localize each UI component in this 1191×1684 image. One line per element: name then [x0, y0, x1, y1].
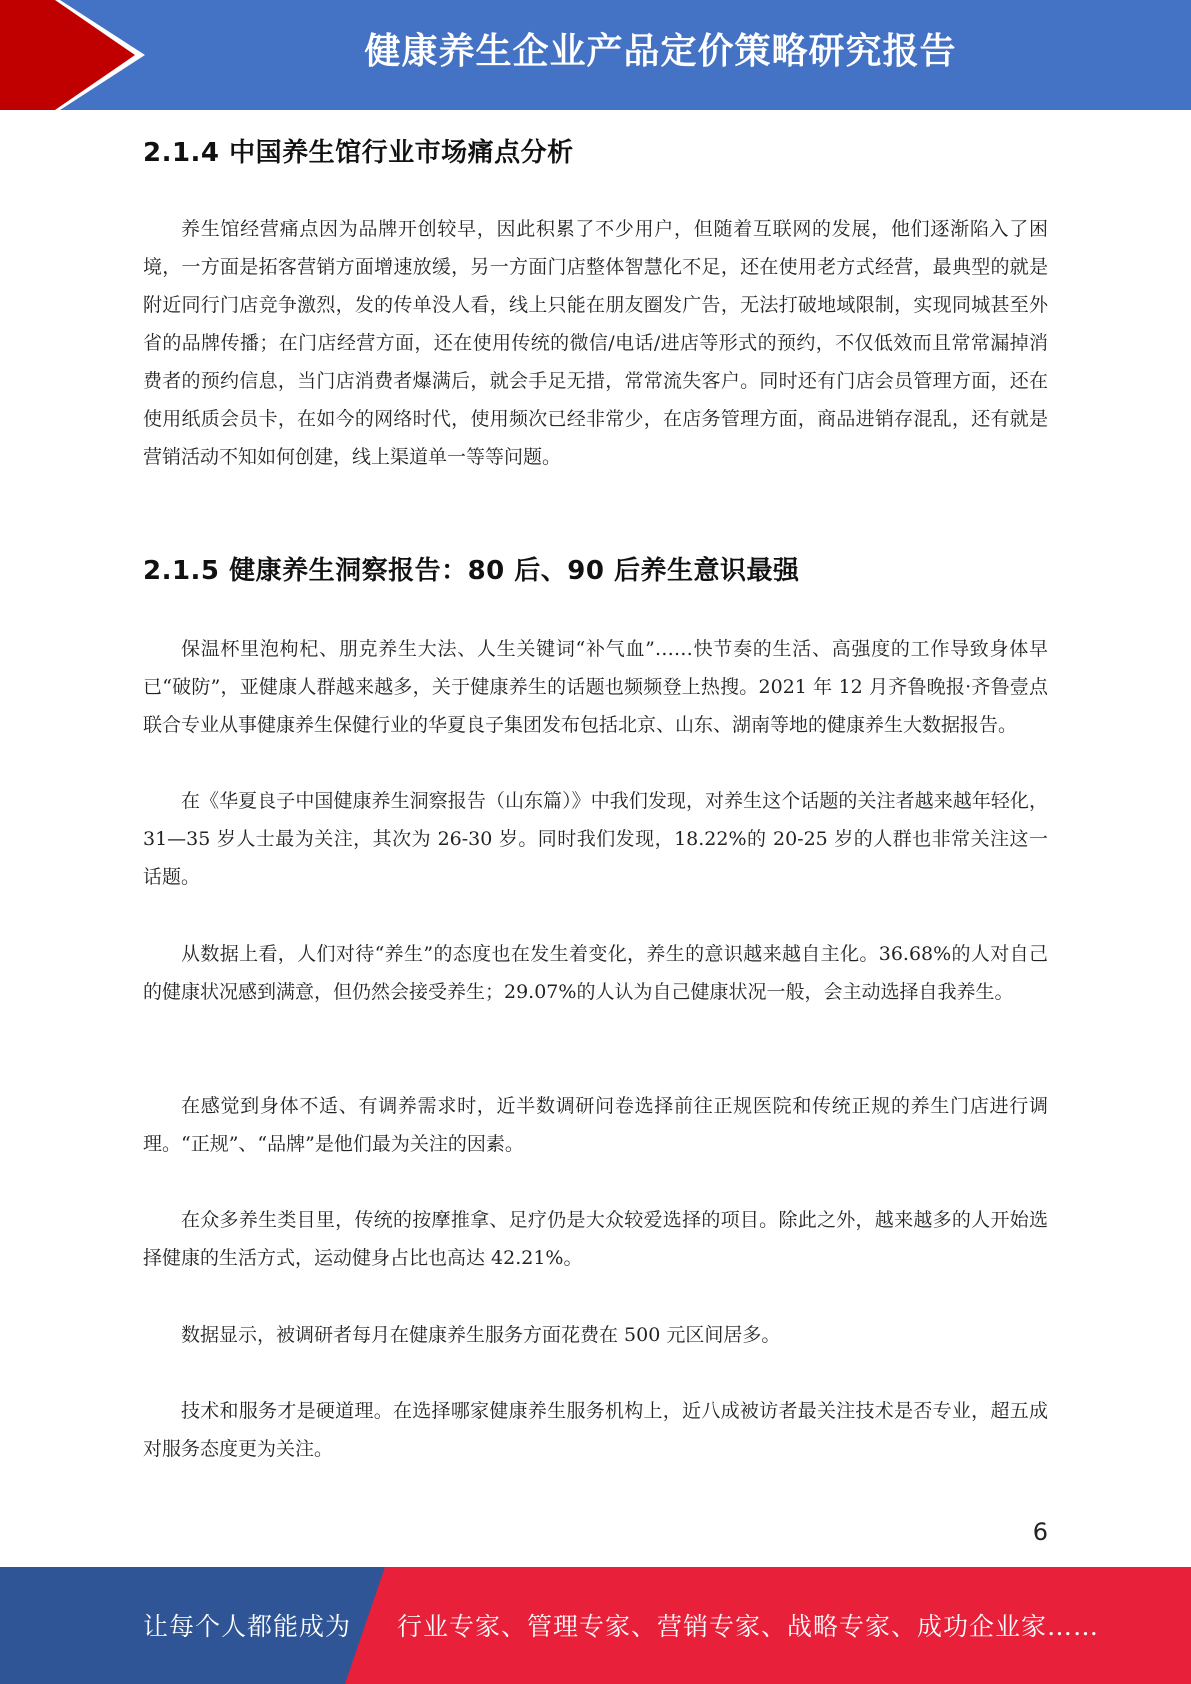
paragraph: 数据显示，被调研者每月在健康养生服务方面花费在 500 元区间居多。 [181, 1324, 781, 1346]
paragraph: 保温杯里泡枸杞、朋克养生大法、人生关键词“补气血”……快节奏的生活、高强度的工作导致身体早已“破防”，亚健康人群越来越多，关于健康养生的话题也频频登上热搜。2021 年 12 月齐鲁晚报·齐鲁壹点联合专业从事健康养生保健行业的华夏良子集团发布包括北京、山东、湖南等地的健康养生大数据报告。 [143, 638, 1048, 736]
section-heading-2-1-4: 2.1.4 中国养生馆行业市场痛点分析 [143, 138, 574, 168]
report-title: 健康养生企业产品定价策略研究报告 [364, 31, 957, 72]
paragraph: 技术和服务才是硬道理。在选择哪家健康养生服务机构上，近八成被访者最关注技术是否专业，超五成对服务态度更为关注。 [143, 1400, 1048, 1460]
paragraph: 在《华夏良子中国健康养生洞察报告（山东篇）》中我们发现，对养生这个话题的关注者越来越年轻化，31—35 岁人士最为关注，其次为 26-30 岁。同时我们发现，18.22%的 20-25 岁的人群也非常关注这一话题。 [143, 790, 1048, 888]
page-header [0, 0, 1191, 110]
footer-slogan-left: 让每个人都能成为 [143, 1612, 352, 1641]
paragraph: 养生馆经营痛点因为品牌开创较早，因此积累了不少用户，但随着互联网的发展，他们逐渐陷入了困境，一方面是拓客营销方面增速放缓，另一方面门店整体智慧化不足，还在使用老方式经营，最典型的就是附近同行门店竞争激烈，发的传单没人看，线上只能在朋友圈发广告，无法打破地域限制，实现同城甚至外省的品牌传播；在门店经营方面，还在使用传统的微信/电话/进店等形式的预约，不仅低效而且常常漏掉消费者的预约信息，当门店消费者爆满后，就会手足无措，常常流失客户。同时还有门店会员管理方面，还在使用纸质会员卡，在如今的网络时代，使用频次已经非常少，在店务管理方面，商品进销存混乱，还有就是营销活动不知如何创建，线上渠道单一等等问题。 [143, 218, 1048, 468]
section-heading-2-1-5: 2.1.5 健康养生洞察报告：80 后、90 后养生意识最强 [143, 556, 800, 586]
page-footer [0, 1567, 1191, 1684]
paragraph: 从数据上看，人们对待“养生”的态度也在发生着变化，养生的意识越来越自主化。36.68%的人对自己的健康状况感到满意，但仍然会接受养生；29.07%的人认为自己健康状况一般，会主动选择自我养生。 [143, 943, 1048, 1003]
paragraph: 在感觉到身体不适、有调养需求时，近半数调研问卷选择前往正规医院和传统正规的养生门店进行调理。“正规”、“品牌”是他们最为关注的因素。 [143, 1095, 1048, 1155]
page-number: 6 [1032, 1518, 1048, 1546]
paragraph: 在众多养生类目里，传统的按摩推拿、足疗仍是大众较爱选择的项目。除此之外，越来越多的人开始选择健康的生活方式，运动健身占比也高达 42.21%。 [143, 1209, 1048, 1269]
footer-slogan-right: 行业专家、管理专家、营销专家、战略专家、成功企业家…… [397, 1612, 1100, 1641]
